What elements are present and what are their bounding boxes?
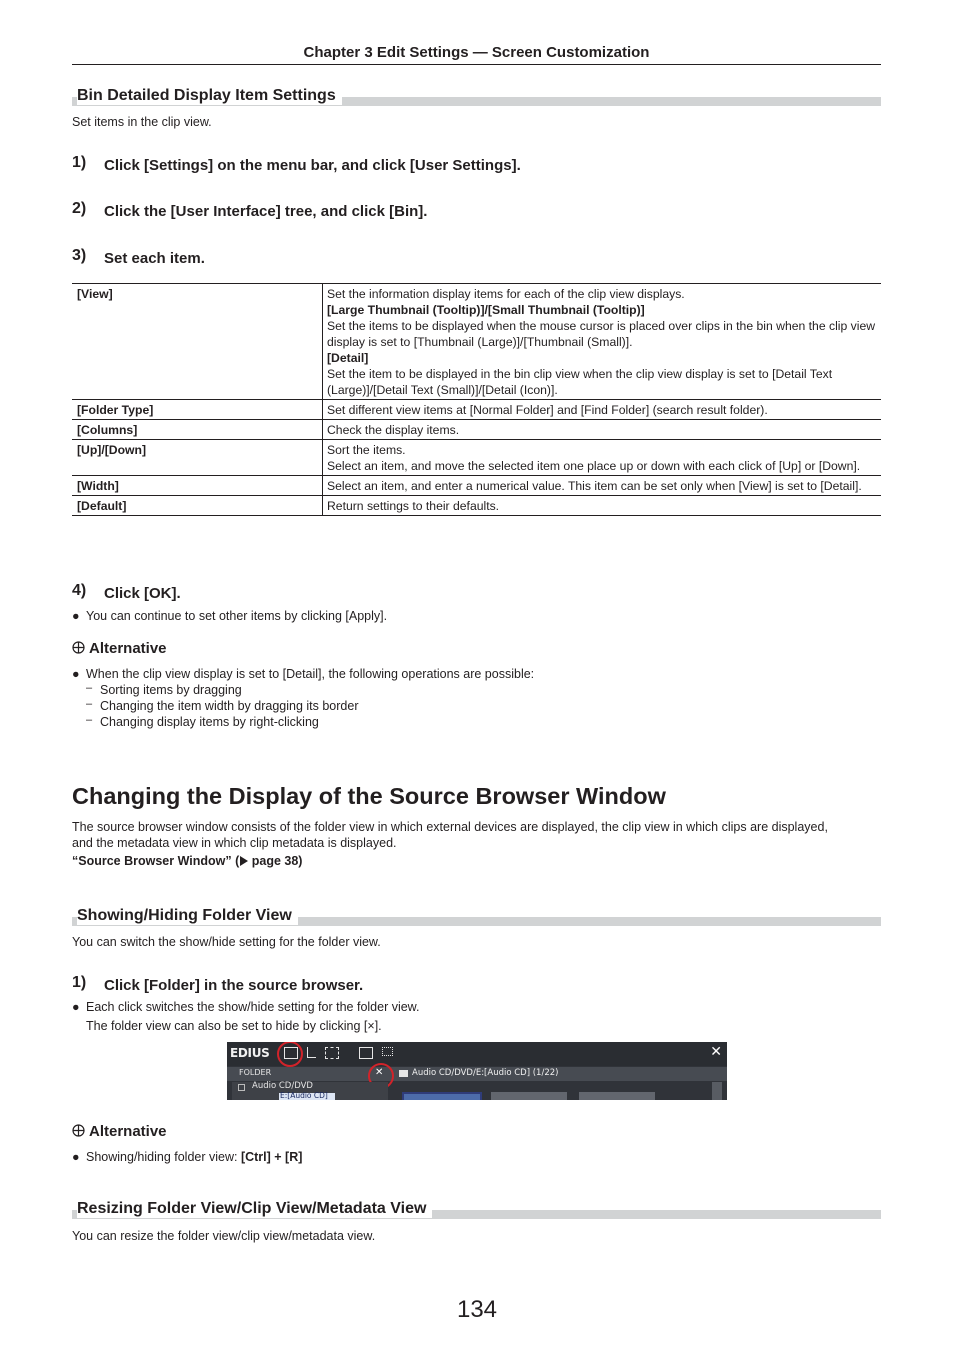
step-number: 3) bbox=[72, 247, 87, 264]
source-browser-intro-line: and the metadata view in which clip metadata is displayed. bbox=[72, 836, 397, 850]
table-value: Set different view items at [Normal Folder] and [Find Folder] (search result folder). bbox=[323, 400, 882, 420]
section-heading-folder-view bbox=[72, 904, 881, 926]
section-heading-bin bbox=[72, 84, 881, 106]
clip-thumbnail[interactable] bbox=[579, 1092, 655, 1100]
step-text: Click [OK]. bbox=[104, 585, 181, 602]
bullet-dot: ● bbox=[72, 1150, 80, 1164]
table-key: [Columns] bbox=[72, 420, 323, 440]
play-arrow-icon bbox=[239, 856, 248, 866]
bullet-text: You can continue to set other items by clicking [Apply]. bbox=[86, 609, 388, 623]
resize-intro: You can resize the folder view/clip view/metadata view. bbox=[72, 1229, 376, 1243]
table-value-line: Set the items to be displayed when the mouse cursor is placed over clips in the bin when the clip view display is set to [Thumbnail (Large)]/[Thumbnail (Small)]. bbox=[327, 319, 876, 349]
clip-thumbnail[interactable] bbox=[491, 1092, 567, 1100]
table-value-line: Sort the items. bbox=[327, 443, 406, 457]
transfer-icon[interactable] bbox=[382, 1047, 393, 1056]
dash-mark: – bbox=[86, 698, 93, 710]
dash-text: Changing the item width by dragging its border bbox=[100, 699, 359, 713]
up-folder-icon[interactable] bbox=[307, 1047, 316, 1058]
alternative-heading-text: Alternative bbox=[89, 1123, 167, 1140]
source-browser-screenshot bbox=[227, 1042, 727, 1100]
bullet-text: Each click switches the show/hide setting for the folder view. bbox=[86, 1000, 420, 1014]
step-text: Click the [User Interface] tree, and click [Bin]. bbox=[104, 203, 428, 220]
alternative-heading bbox=[72, 640, 167, 658]
alternative-icon bbox=[72, 1124, 85, 1137]
tree-item-selected-label: E:[Audio CD] bbox=[280, 1091, 328, 1100]
edius-logo: EDIUS bbox=[230, 1046, 270, 1060]
table-value-line: Set the information display items for each of the clip view displays. bbox=[327, 287, 685, 301]
table-value: Return settings to their defaults. bbox=[323, 496, 882, 516]
section-heading-resize bbox=[72, 1197, 881, 1219]
shortcut-description: Showing/hiding folder view: bbox=[86, 1150, 241, 1164]
table-value-line: Select an item, and move the selected item one place up or down with each click of [Up] or [Down]. bbox=[327, 459, 861, 473]
tree-item-label[interactable]: Audio CD/DVD bbox=[252, 1081, 313, 1091]
folder-view-intro: You can switch the show/hide setting for the folder view. bbox=[72, 935, 381, 949]
tree-item-selected[interactable] bbox=[279, 1093, 335, 1100]
section-heading-text: Showing/Hiding Folder View bbox=[77, 907, 298, 925]
window-icon[interactable] bbox=[359, 1047, 373, 1059]
folder-small-icon bbox=[399, 1070, 408, 1077]
section-heading-text: Resizing Folder View/Clip View/Metadata View bbox=[77, 1200, 432, 1218]
link-text: “Source Browser Window” ( bbox=[72, 854, 240, 868]
dash-mark: – bbox=[86, 714, 93, 726]
step-text: Click [Folder] in the source browser. bbox=[104, 977, 364, 994]
chapter-section-title: Changing the Display of the Source Browser Window bbox=[72, 783, 666, 809]
table-key: [View] bbox=[72, 284, 323, 400]
table-row bbox=[72, 496, 881, 516]
table-key: [Width] bbox=[72, 476, 323, 496]
table-row bbox=[72, 420, 881, 440]
path-text: Audio CD/DVD/E:[Audio CD] (1/22) bbox=[412, 1068, 559, 1078]
table-row bbox=[72, 440, 881, 476]
table-subheading: [Large Thumbnail (Tooltip)]/[Small Thumbnail (Tooltip)] bbox=[327, 303, 645, 317]
shortcut-keys: [Ctrl] + [R] bbox=[240, 1150, 303, 1164]
dash-text: Changing display items by right-clicking bbox=[100, 715, 319, 729]
table-value: Check the display items. bbox=[323, 420, 882, 440]
bullet-text: When the clip view display is set to [Detail], the following operations are possible: bbox=[86, 667, 535, 681]
clip-thumbnail[interactable] bbox=[402, 1092, 482, 1100]
step-number: 4) bbox=[72, 582, 87, 599]
page-reference-link[interactable] bbox=[72, 853, 302, 869]
step-text: Click [Settings] on the menu bar, and click [User Settings]. bbox=[104, 157, 521, 174]
step-text: Set each item. bbox=[104, 250, 205, 267]
folder-label: FOLDER bbox=[239, 1068, 272, 1077]
step-number: 2) bbox=[72, 200, 87, 217]
view-mode-icon[interactable] bbox=[325, 1047, 339, 1059]
table-value: Select an item, and enter a numerical value. This item can be set only when [View] is set to [Detail]. bbox=[323, 476, 882, 496]
link-text: page 38) bbox=[248, 854, 303, 868]
dash-mark: – bbox=[86, 682, 93, 694]
page-number: 134 bbox=[456, 1296, 498, 1323]
alternative-heading-text: Alternative bbox=[89, 640, 167, 657]
folder-view-close-icon[interactable]: ✕ bbox=[375, 1067, 384, 1078]
step-number: 1) bbox=[72, 974, 87, 991]
bin-intro: Set items in the clip view. bbox=[72, 115, 212, 129]
tree-expander-icon[interactable] bbox=[238, 1084, 245, 1091]
bin-settings-table bbox=[72, 283, 881, 516]
table-key: [Default] bbox=[72, 496, 323, 516]
step-number: 1) bbox=[72, 154, 87, 171]
table-value bbox=[323, 284, 882, 400]
highlight-circle bbox=[277, 1042, 303, 1067]
alternative-heading bbox=[72, 1123, 167, 1141]
table-value bbox=[323, 440, 882, 476]
alternative-icon bbox=[72, 641, 85, 654]
running-header: Chapter 3 Edit Settings — Screen Customization bbox=[303, 44, 650, 61]
close-icon[interactable]: ✕ bbox=[710, 1043, 722, 1059]
source-browser-intro-line: The source browser window consists of the folder view in which external devices are displayed, the clip view in which clips are displayed, bbox=[72, 820, 828, 834]
bullet-dot: ● bbox=[72, 609, 80, 623]
header-rule bbox=[72, 64, 881, 65]
bullet-dot: ● bbox=[72, 1000, 80, 1014]
table-key: [Up]/[Down] bbox=[72, 440, 323, 476]
bullet-dot: ● bbox=[72, 667, 80, 681]
table-subheading: [Detail] bbox=[327, 351, 369, 365]
bullet-continuation: The folder view can also be set to hide by clicking [×]. bbox=[86, 1019, 382, 1033]
section-heading-text: Bin Detailed Display Item Settings bbox=[77, 87, 342, 105]
bullet-text bbox=[86, 1149, 302, 1165]
table-value-line: Set the item to be displayed in the bin clip view when the clip view display is set to [Detail Text (Large)]/[Detail Text (Small)]/[Detail (Icon)]. bbox=[327, 367, 833, 397]
table-row bbox=[72, 400, 881, 420]
table-key: [Folder Type] bbox=[72, 400, 323, 420]
table-row bbox=[72, 476, 881, 496]
dash-text: Sorting items by dragging bbox=[100, 683, 242, 697]
table-row bbox=[72, 284, 881, 400]
scrollbar[interactable] bbox=[712, 1082, 722, 1100]
